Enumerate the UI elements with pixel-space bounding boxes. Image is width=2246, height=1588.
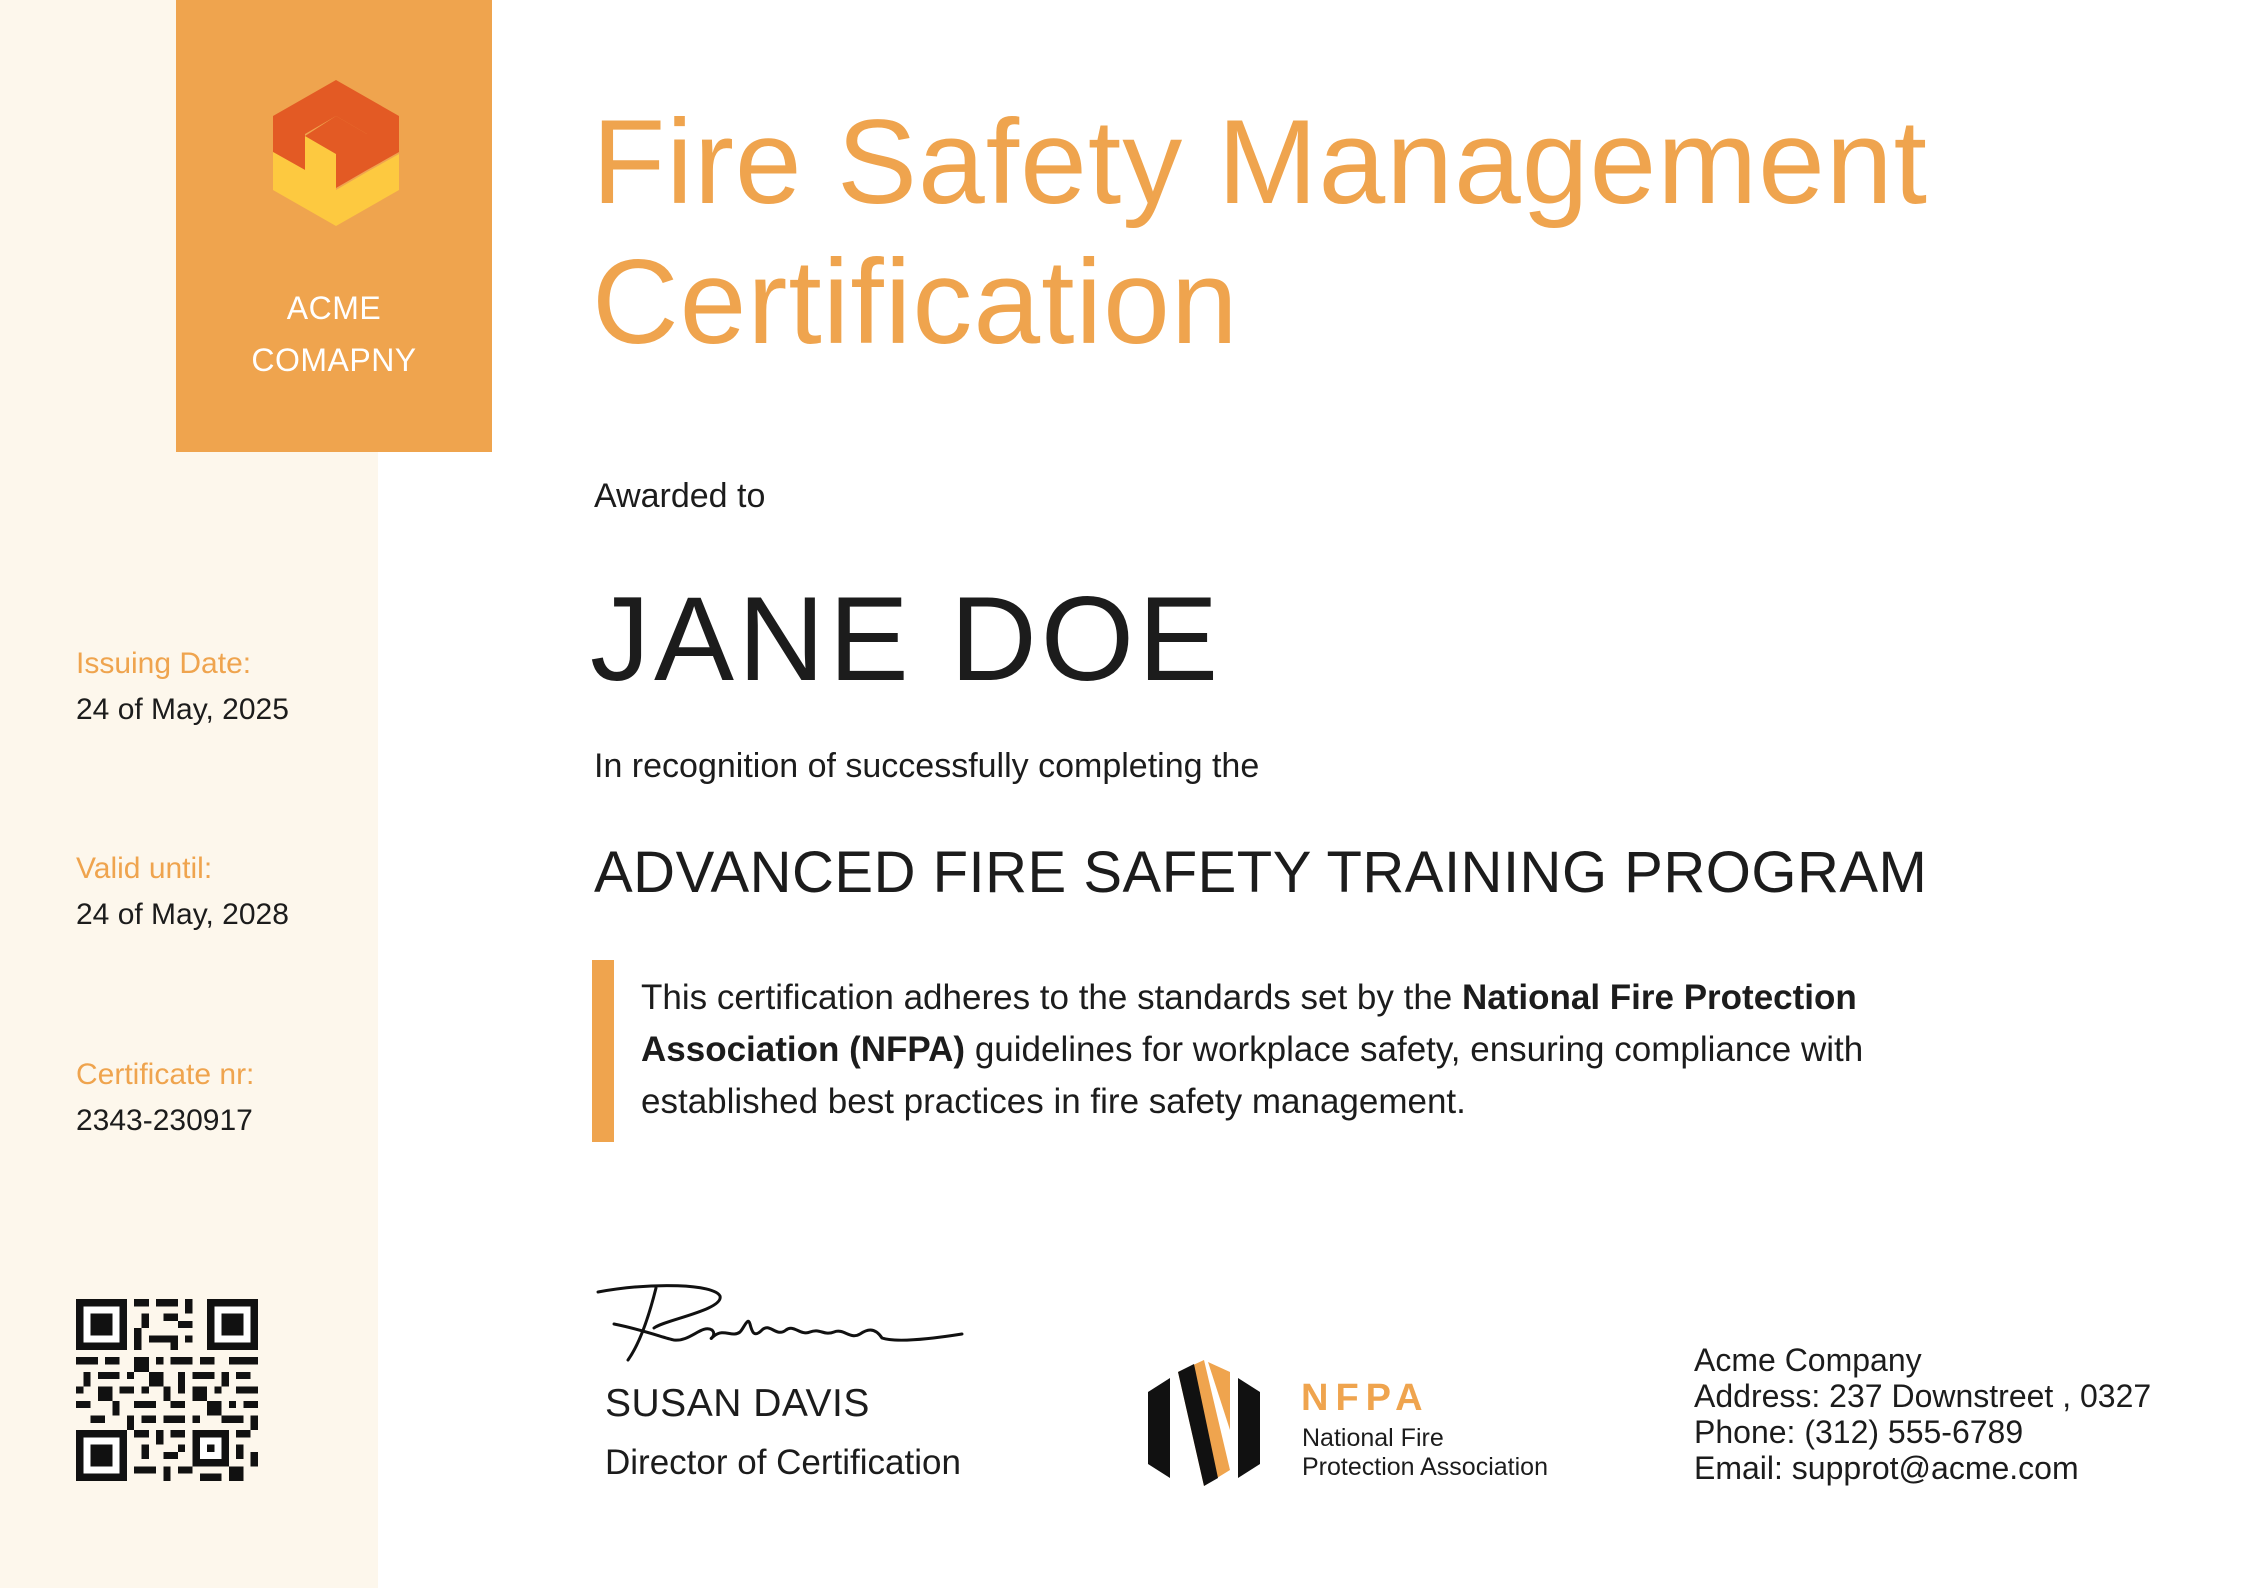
qr-code-icon[interactable] bbox=[76, 1298, 258, 1482]
contact-address: Address: 237 Downstreet , 0327 bbox=[1694, 1378, 2152, 1414]
company-name-line2: COMAPNY bbox=[251, 342, 417, 378]
signer-role: Director of Certification bbox=[605, 1443, 961, 1482]
certificate-number-value: 2343-230917 bbox=[76, 1104, 253, 1137]
certificate-title-line2: Certification bbox=[592, 235, 1239, 369]
valid-until-block bbox=[76, 851, 289, 933]
company-name-line1: ACME bbox=[286, 290, 382, 326]
program-name: ADVANCED FIRE SAFETY TRAINING PROGRAM bbox=[594, 840, 1928, 905]
signer-name: SUSAN DAVIS bbox=[605, 1382, 870, 1425]
contact-company: Acme Company bbox=[1694, 1342, 1922, 1378]
valid-until-label: Valid until: bbox=[76, 852, 213, 885]
valid-until-value: 24 of May, 2028 bbox=[76, 898, 289, 931]
nfpa-name-line1: National Fire bbox=[1302, 1424, 1444, 1452]
recipient-name: JANE DOE bbox=[590, 572, 1223, 706]
statement-text-bold: National Fire Protection Association (NFPA) bbox=[641, 978, 1857, 1069]
certification-statement bbox=[641, 972, 2001, 1128]
nfpa-name-line2: Protection Association bbox=[1302, 1453, 1548, 1481]
company-name bbox=[176, 282, 492, 386]
statement-text-pre: This certification adheres to the standards set by the bbox=[641, 978, 1462, 1017]
issuing-date-block bbox=[76, 646, 289, 728]
contact-email[interactable]: Email: supprot@acme.com bbox=[1694, 1450, 2079, 1486]
certificate-number-label: Certificate nr: bbox=[76, 1058, 255, 1091]
statement-text-post: guidelines for workplace safety, ensuring compliance with established best practices in fire safety management. bbox=[641, 1030, 1864, 1121]
contact-info bbox=[1694, 1342, 2151, 1486]
issuing-date-label: Issuing Date: bbox=[76, 647, 252, 680]
awarded-label: Awarded to bbox=[594, 477, 766, 515]
certificate-title bbox=[592, 92, 2192, 372]
recognition-text: In recognition of successfully completing the bbox=[594, 747, 1260, 785]
certificate-number-block bbox=[76, 1057, 254, 1139]
nfpa-abbreviation: NFPA bbox=[1301, 1377, 1430, 1419]
nfpa-logo-icon bbox=[1148, 1360, 1260, 1486]
company-logo-block bbox=[176, 0, 492, 452]
issuing-date-value: 24 of May, 2025 bbox=[76, 693, 289, 726]
company-logo-icon bbox=[273, 80, 399, 226]
nfpa-full-name bbox=[1302, 1424, 1622, 1482]
certificate-title-line1: Fire Safety Management bbox=[592, 95, 1928, 229]
signature-image bbox=[594, 1280, 974, 1376]
statement-accent-bar bbox=[592, 960, 614, 1142]
contact-phone: Phone: (312) 555-6789 bbox=[1694, 1414, 2024, 1450]
